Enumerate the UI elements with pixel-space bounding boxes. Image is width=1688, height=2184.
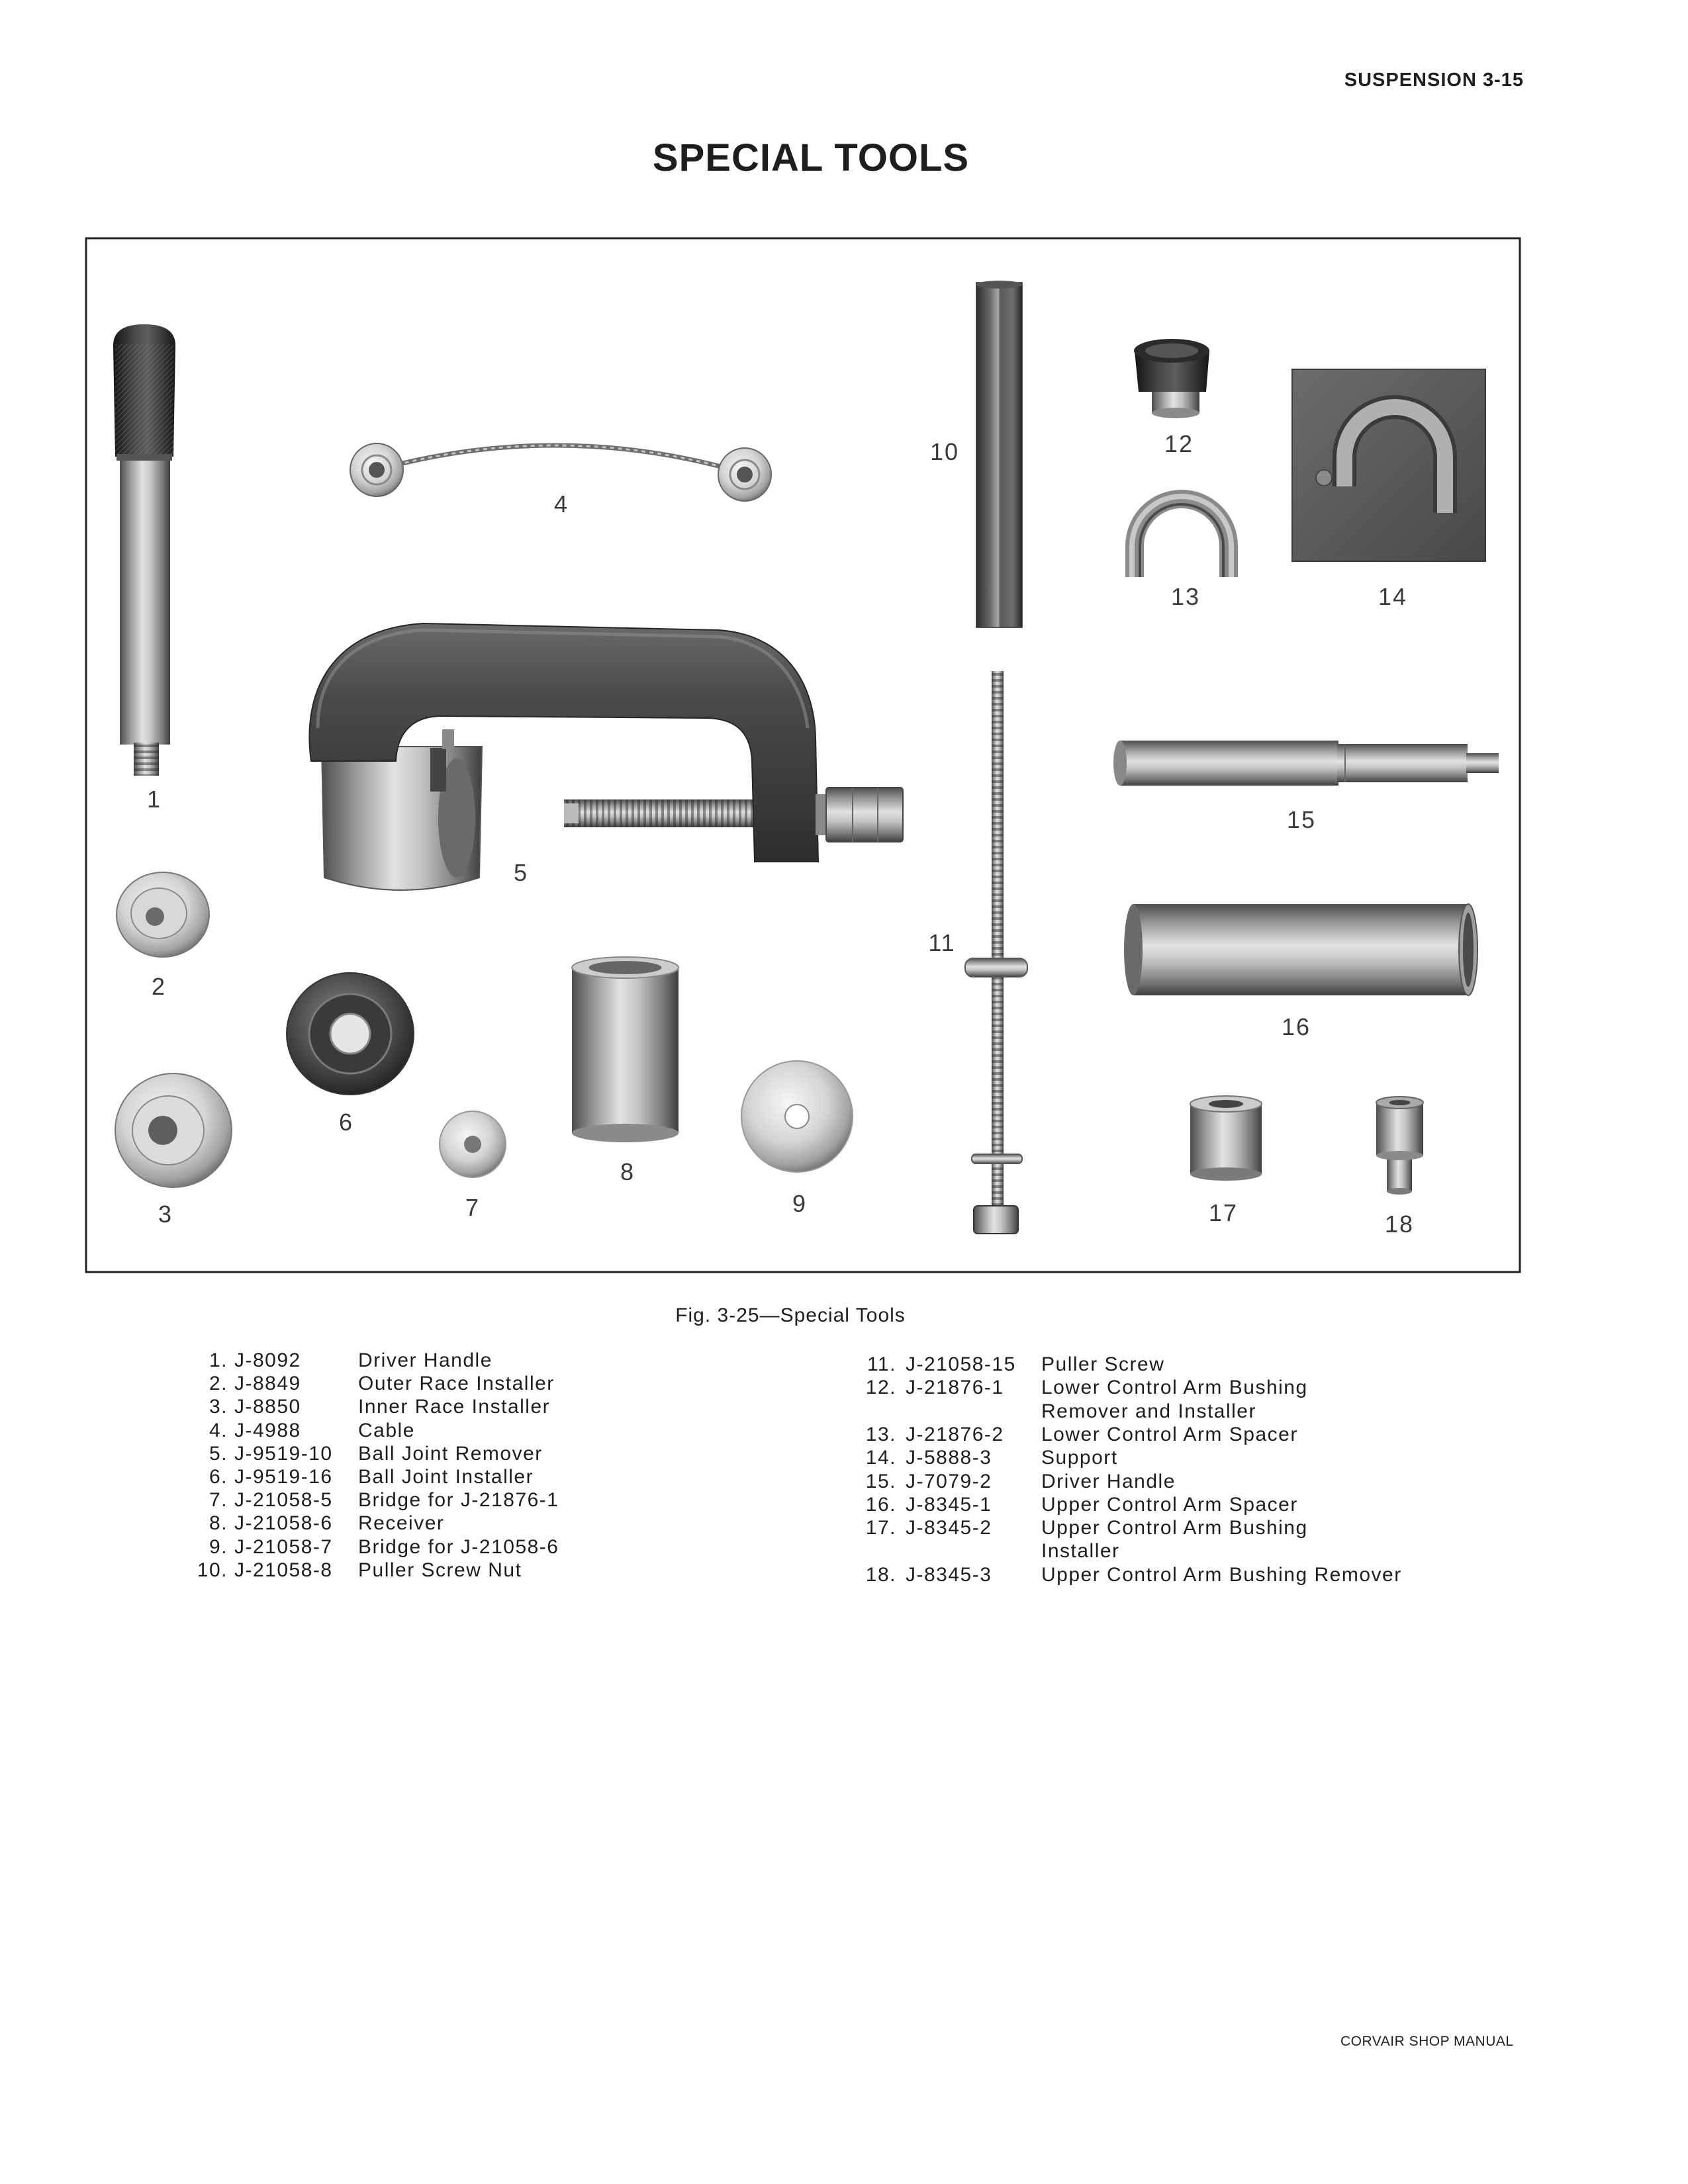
legend-part-number: J-5888-3 [906,1447,992,1469]
legend-description: Driver Handle [358,1349,492,1371]
legend-description: Ball Joint Remover [358,1443,543,1465]
legend-number: 11. [867,1353,896,1375]
tool-3-inner-race-installer [115,1073,232,1187]
legend-number: 8. [209,1512,228,1534]
callout-13: 13 [1170,583,1201,610]
legend-description: Bridge for J-21058-6 [358,1536,559,1558]
figure-caption: Fig. 3-25—Special Tools [675,1304,906,1326]
tool-17-bushing-installer [1190,1096,1262,1181]
legend-part-number: J-21058-5 [234,1489,333,1511]
callout-1: 1 [146,786,162,813]
tool-14-support [1292,369,1485,561]
legend-description: Support [1041,1447,1118,1469]
legend-description: Ball Joint Installer [358,1466,534,1488]
legend-item-12-continued [0,1400,1688,1423]
legend-number: 1. [209,1349,228,1371]
callout-10: 10 [929,438,960,465]
legend-description: Cable [358,1420,415,1441]
callout-9: 9 [792,1190,808,1217]
legend-number: 2. [209,1373,228,1394]
running-footer: CORVAIR SHOP MANUAL [1340,2034,1514,2049]
legend-number: 4. [209,1420,228,1441]
legend-description-continued: Installer [1041,1540,1120,1562]
legend-description: Outer Race Installer [358,1373,555,1394]
tool-13-lower-arm-spacer [1132,496,1231,577]
legend-number: 15. [865,1471,896,1492]
callout-6: 6 [338,1109,354,1136]
legend-part-number: J-21058-8 [234,1559,333,1581]
legend-description: Lower Control Arm Spacer [1041,1424,1298,1445]
legend-item-15 [0,1470,1688,1493]
legend-description: Puller Screw [1041,1353,1165,1375]
tool-18-bushing-remover [1376,1097,1423,1195]
tool-2-outer-race-installer [117,872,209,957]
legend-item-18 [0,1563,1688,1586]
callout-3: 3 [158,1201,173,1228]
legend-description: Inner Race Installer [358,1396,551,1418]
tool-1-driver-handle [113,324,175,776]
callout-7: 7 [465,1194,481,1221]
legend-number: 5. [209,1443,228,1465]
legend-number: 14. [865,1447,896,1469]
legend-number: 10. [197,1559,228,1581]
callout-11: 11 [928,929,956,956]
tool-9-bridge [741,1061,853,1172]
legend-part-number: J-8345-1 [906,1494,992,1516]
legend-part-number: J-7079-2 [906,1471,992,1492]
callout-17: 17 [1208,1199,1239,1226]
legend-description: Upper Control Arm Bushing [1041,1517,1308,1539]
legend-description: Lower Control Arm Bushing [1041,1377,1308,1398]
legend-part-number: J-8092 [234,1349,301,1371]
legend-number: 12. [865,1377,896,1398]
legend-number: 16. [865,1494,896,1516]
legend-part-number: J-21058-7 [234,1536,333,1558]
callout-16: 16 [1281,1013,1311,1040]
legend-description: Driver Handle [1041,1471,1176,1492]
tool-12-bushing-remover-installer [1134,339,1209,418]
legend-part-number: J-8850 [234,1396,301,1418]
tool-16-upper-arm-spacer [1124,904,1477,995]
legend-item-14 [0,1446,1688,1469]
callout-2: 2 [151,973,167,1000]
legend-part-number: J-21876-2 [906,1424,1004,1445]
legend-part-number: J-9519-16 [234,1466,333,1488]
legend-part-number: J-21058-15 [906,1353,1016,1375]
legend-item-17 [0,1516,1688,1539]
legend-item-17-continued [0,1539,1688,1563]
legend-part-number: J-8345-3 [906,1564,992,1586]
legend-description-continued: Remover and Installer [1041,1400,1256,1422]
running-header: SUSPENSION 3-15 [1344,69,1524,91]
tool-6-ball-joint-installer [287,973,414,1095]
legend-part-number: J-8849 [234,1373,301,1394]
legend-number: 3. [209,1396,228,1418]
callout-8: 8 [620,1158,635,1185]
tool-7-bridge [440,1111,506,1177]
page-title: SPECIAL TOOLS [652,136,970,179]
legend-number: 9. [209,1536,228,1558]
callout-12: 12 [1164,430,1194,457]
legend-part-number: J-4988 [234,1420,301,1441]
tool-15-driver-handle [1113,741,1499,786]
legend-description: Receiver [358,1512,445,1534]
callout-4: 4 [553,490,569,518]
tool-5-ball-joint-remover [309,623,903,890]
legend-number: 7. [209,1489,228,1511]
legend-item-13 [0,1423,1688,1446]
legend-number: 13. [865,1424,896,1445]
legend-part-number: J-8345-2 [906,1517,992,1539]
legend-item-11 [0,1353,1688,1376]
legend-number: 6. [209,1466,228,1488]
legend-description: Upper Control Arm Spacer [1041,1494,1298,1516]
legend-number: 18. [865,1564,896,1586]
legend-part-number: J-21058-6 [234,1512,333,1534]
callout-15: 15 [1286,806,1317,833]
legend-description: Puller Screw Nut [358,1559,522,1581]
tool-8-receiver [572,957,679,1142]
callout-5: 5 [513,859,529,886]
legend-description: Upper Control Arm Bushing Remover [1041,1564,1402,1586]
tool-11-puller-screw [965,671,1027,1234]
special-tools-figure [85,237,1521,1273]
legend-part-number: J-9519-10 [234,1443,333,1465]
callout-14: 14 [1378,583,1408,610]
legend-description: Bridge for J-21876-1 [358,1489,559,1511]
tool-10-puller-screw-nut [976,281,1022,627]
legend-item-16 [0,1493,1688,1516]
legend-number: 17. [865,1517,896,1539]
legend-item-12 [0,1376,1688,1399]
callout-18: 18 [1384,1210,1415,1238]
legend-part-number: J-21876-1 [906,1377,1004,1398]
